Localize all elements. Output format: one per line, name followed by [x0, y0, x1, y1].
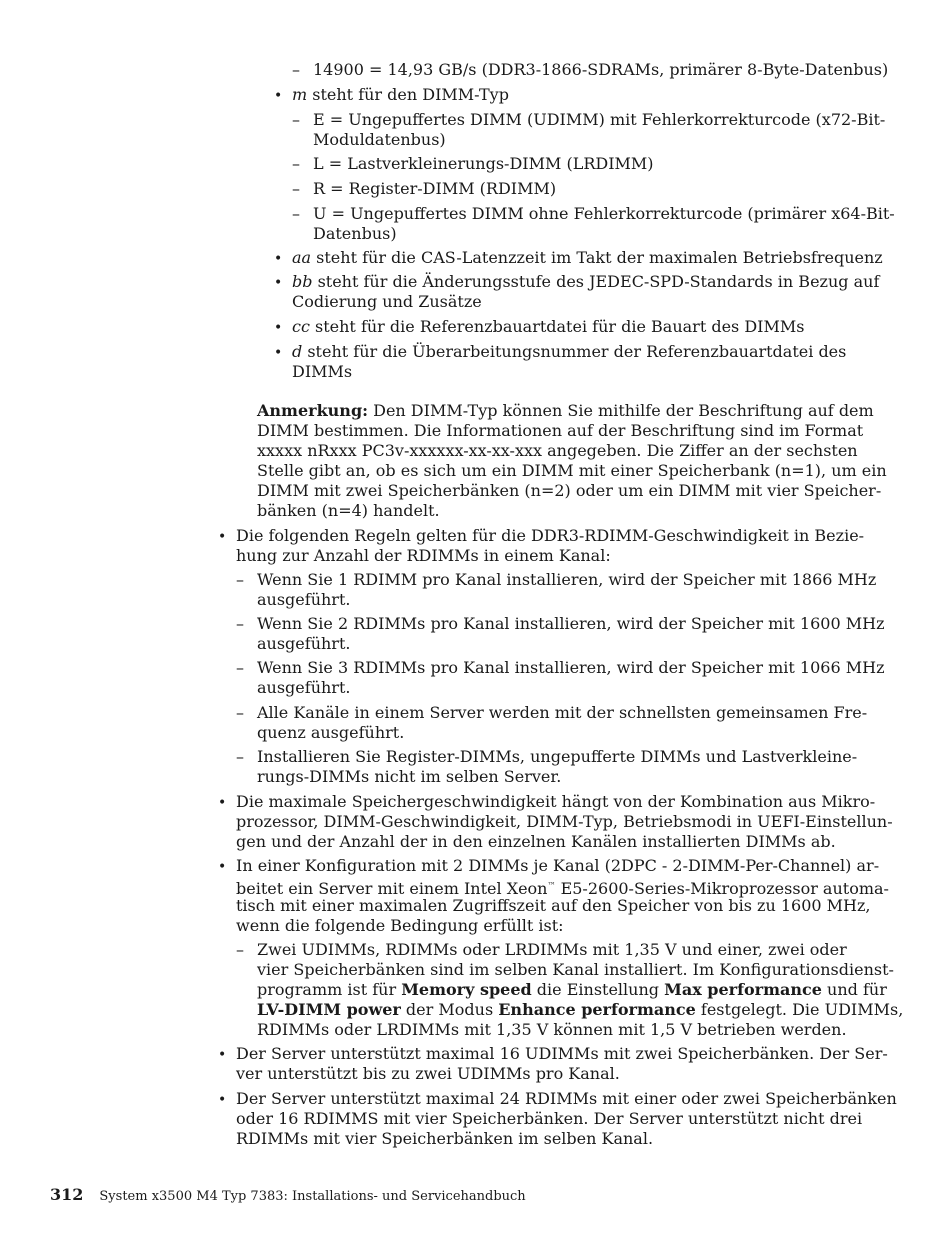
trademark-symbol: ™ — [547, 881, 556, 890]
list-bullet: • — [274, 345, 283, 361]
list-item: Zwei UDIMMs, RDIMMs oder LRDIMMs mit 1,35 V und einer, zwei oder vier Speicherbänken sind im selben Kanal installiert. Im Konfigurationsdienst- programm ist für Memory speed die Einstellung Max performance und für LV-DIMM power der Modus Enhance performance festgelegt. Die UDIMMs, RDIMMs oder LRDIMMs mit 1,35 V können mit 1,5 V betrieben werden. — [257, 940, 904, 1039]
list-item: Alle Kanäle in einem Server werden mit der schnellsten gemeinsamen Fre- quenz ausgeführt. — [257, 703, 868, 742]
list-bullet: • — [218, 1047, 227, 1063]
list-item: Die folgenden Regeln gelten für die DDR3-RDIMM-Geschwindigkeit in Bezie- hung zur Anzahl der RDIMMs in einem Kanal: — [236, 526, 865, 565]
list-item: bb steht für die Änderungsstufe des JEDEC-SPD-Standards in Bezug auf Codierung und Zusätze — [292, 272, 880, 311]
list-bullet: • — [274, 320, 283, 336]
note-block: Anmerkung: Den DIMM-Typ können Sie mithilfe der Beschriftung auf dem DIMM bestimmen. Die Informationen auf der Beschriftung sind im Format xxxxx nRxxx PC3v-xxxxxx-xx-xx-xxx angegeben. Die Ziffer an der sechsten Stelle gibt an, ob es sich um ein DIMM mit einer Speicherbank (n=1), um ein DIMM mit zwei Speicherbänken (n=2) oder um ein DIMM mit vier Speicher- bänken (n=4) handelt. — [257, 401, 887, 520]
list-dash: – — [236, 940, 244, 959]
list-bullet: • — [218, 795, 227, 811]
list-item: d steht für die Überarbeitungsnummer der Referenzbauartdatei des DIMMs — [292, 342, 847, 381]
list-bullet: • — [274, 88, 283, 104]
list-dash: – — [236, 570, 244, 589]
list-item: 14900 = 14,93 GB/s (DDR3-1866-SDRAMs, primärer 8-Byte-Datenbus) — [313, 60, 889, 79]
list-dash: – — [236, 703, 244, 722]
list-item: In einer Konfiguration mit 2 DIMMs je Kanal (2DPC - 2-DIMM-Per-Channel) ar- beitet ein Server mit einem Intel Xeon™ E5-2600-Series-Mikroprozessor automa- tisch mit einer maximalen Zugriffszeit auf den Speicher von bis zu 1600 MHz, wenn die folgende Bedingung erfüllt ist: — [236, 856, 889, 935]
list-dash: – — [236, 614, 244, 633]
list-item: Der Server unterstützt maximal 16 UDIMMs mit zwei Speicherbänken. Der Ser- ver unterstützt bis zu zwei UDIMMs pro Kanal. — [236, 1044, 888, 1083]
book-title: System x3500 M4 Typ 7383: Installations- und Servicehandbuch — [99, 1189, 526, 1204]
list-bullet: • — [274, 275, 283, 291]
list-item: Wenn Sie 1 RDIMM pro Kanal installieren, wird der Speicher mit 1866 MHz ausgeführt. — [257, 570, 877, 609]
list-item: m steht für den DIMM-Typ — [292, 85, 509, 104]
list-dash: – — [292, 204, 300, 223]
list-dash: – — [292, 60, 300, 79]
page-number: 312 — [50, 1185, 84, 1204]
list-bullet: • — [218, 529, 227, 545]
list-dash: – — [292, 110, 300, 129]
list-bullet: • — [274, 251, 283, 267]
list-dash: – — [236, 747, 244, 766]
list-item: cc steht für die Referenzbauartdatei für die Bauart des DIMMs — [292, 317, 805, 336]
list-bullet: • — [218, 859, 227, 875]
list-item: Installieren Sie Register-DIMMs, ungepufferte DIMMs und Lastverkleine- rungs-DIMMs nicht im selben Server. — [257, 747, 858, 786]
list-item: Die maximale Speichergeschwindigkeit hängt von der Kombination aus Mikro- prozessor, DIMM-Geschwindigkeit, DIMM-Typ, Betriebsmodi in UEFI-Einstellun- gen und der Anzahl der in den einzelnen Kanälen installierten DIMMs ab. — [236, 792, 893, 851]
list-item: L = Lastverkleinerungs-DIMM (LRDIMM) — [313, 154, 654, 173]
list-dash: – — [236, 658, 244, 677]
list-item: U = Ungepuffertes DIMM ohne Fehlerkorrekturcode (primärer x64-Bit- Datenbus) — [313, 204, 895, 243]
list-item: aa steht für die CAS-Latenzzeit im Takt der maximalen Betriebsfrequenz — [292, 248, 883, 267]
list-bullet: • — [218, 1092, 227, 1108]
list-item: E = Ungepuffertes DIMM (UDIMM) mit Fehlerkorrekturcode (x72-Bit- Moduldatenbus) — [313, 110, 886, 149]
note-label: Anmerkung: — [257, 401, 369, 420]
list-item: R = Register-DIMM (RDIMM) — [313, 179, 557, 198]
list-dash: – — [292, 154, 300, 173]
list-item: Wenn Sie 2 RDIMMs pro Kanal installieren, wird der Speicher mit 1600 MHz ausgeführt. — [257, 614, 885, 653]
list-item: Der Server unterstützt maximal 24 RDIMMs mit einer oder zwei Speicherbänken oder 16 RDIMMS mit vier Speicherbänken. Der Server unterstützt nicht drei RDIMMs mit vier Speicherbänken im selben Kanal. — [236, 1089, 897, 1148]
list-dash: – — [292, 179, 300, 198]
page-footer — [50, 1186, 526, 1206]
list-item: Wenn Sie 3 RDIMMs pro Kanal installieren, wird der Speicher mit 1066 MHz ausgeführt. — [257, 658, 885, 697]
